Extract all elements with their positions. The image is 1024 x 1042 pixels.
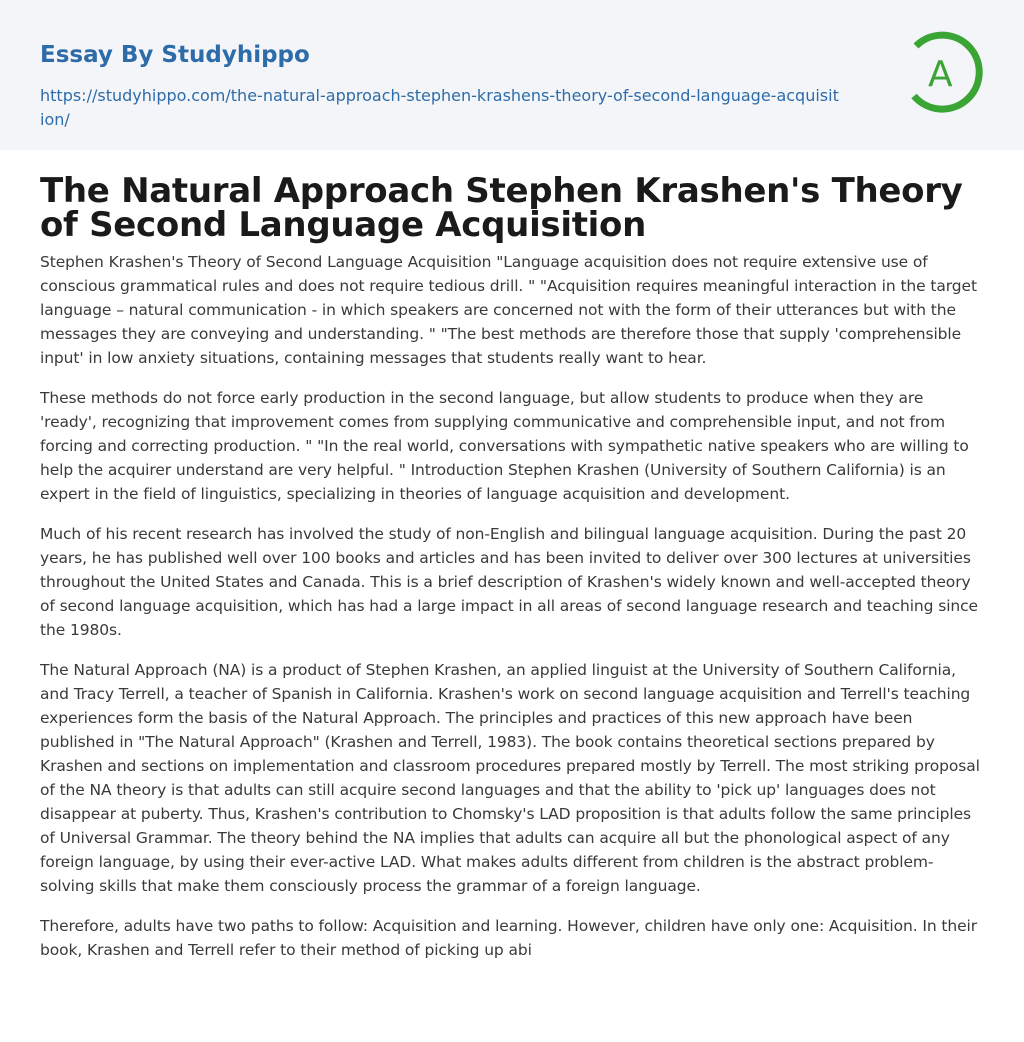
source-url-link[interactable]: https://studyhippo.com/the-natural-approach-stephen-krashens-theory-of-second-language-acquisition/ (40, 86, 839, 129)
article (0, 150, 1024, 962)
article-paragraph: Therefore, adults have two paths to follow: Acquisition and learning. However, children have only one: Acquisition. In their book, Krashen and Terrell refer to their method of picking up abi (40, 917, 978, 959)
article-paragraph: Stephen Krashen's Theory of Second Language Acquisition "Language acquisition does not require extensive use of conscious grammatical rules and does not require tedious drill. " "Acquisition requires meaningful interaction in the target language – natural communication - in which speakers are concerned not with the form of their utterances but with the messages they are conveying and understanding. " "The best methods are therefore those that supply 'comprehensible input' in low anxiety situations, containing messages that students really want to hear. (40, 253, 977, 367)
article-title: The Natural Approach Stephen Krashen's Theory of Second Language Acquisition (40, 171, 963, 245)
article-paragraph: These methods do not force early production in the second language, but allow students to produce when they are 'ready', recognizing that improvement comes from supplying communicative and comprehensible input, and not from forcing and correcting production. " "In the real world, conversations with sympathetic native speakers who are willing to help the acquirer understand are very helpful. " Introduction Stephen Krashen (University of Southern California) is an expert in the field of linguistics, specializing in theories of language acquisition and development. (40, 389, 969, 503)
site-header (0, 0, 1024, 150)
studyhippo-logo-icon[interactable] (900, 30, 984, 114)
logo-letter: A (928, 54, 953, 95)
article-paragraph: The Natural Approach (NA) is a product of Stephen Krashen, an applied linguist at the University of Southern California, and Tracy Terrell, a teacher of Spanish in California. Krashen's work on second language acquisition and Terrell's teaching experiences form the basis of the Natural Approach. The principles and practices of this new approach have been published in "The Natural Approach" (Krashen and Terrell, 1983). The book contains theoretical sections prepared by Krashen and sections on implementation and classroom procedures prepared mostly by Terrell. The most striking proposal of the NA theory is that adults can still acquire second languages and that the ability to 'pick up' languages does not disappear at puberty. Thus, Krashen's contribution to Chomsky's LAD proposition is that adults follow the same principles of Universal Grammar. The theory behind the NA implies that adults can acquire all but the phonological aspect of any foreign language, by using their ever-active LAD. What makes adults different from children is the abstract problem-solving skills that make them consciously process the grammar of a foreign language. (40, 661, 980, 895)
brand-title[interactable]: Essay By Studyhippo (40, 42, 310, 68)
article-paragraph: Much of his recent research has involved the study of non-English and bilingual language acquisition. During the past 20 years, he has published well over 100 books and articles and has been invited to deliver over 300 lectures at universities throughout the United States and Canada. This is a brief description of Krashen's widely known and well-accepted theory of second language acquisition, which has had a large impact in all areas of second language research and teaching since the 1980s. (40, 525, 978, 639)
